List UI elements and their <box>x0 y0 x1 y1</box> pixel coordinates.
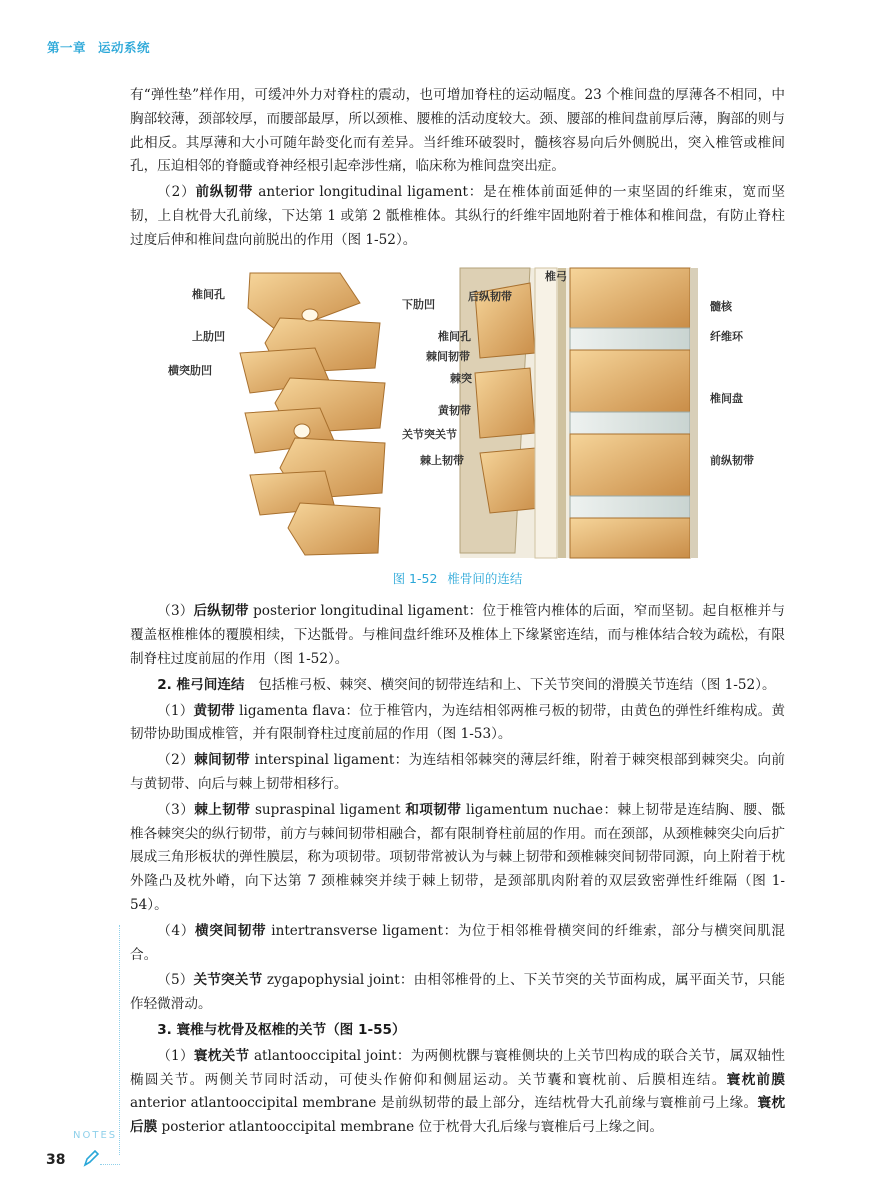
paragraph: （2）棘间韧带 interspinal ligament：为连结相邻棘突的薄层纤维，附着于棘突根部到棘突尖。向前与黄韧带、向后与棘上韧带相移行。 <box>130 752 786 792</box>
paragraph: 有“弹性垫”样作用，可缓冲外力对脊柱的震动，也可增加脊柱的运动幅度。23 个椎间盘的厚薄各不相同，中胸部较薄，颈部较厚，而腰部最厚，所以颈椎、腰椎的活动度较大。颈、腰部的椎间盘前厚后薄，胸部的则与此相反。其厚薄和大小可随年龄变化而有差异。当纤维环破裂时，髓核容易向后外侧脱出，突入椎管或椎间孔，压迫相邻的脊髓或脊神经根引起牵涉性痛，临床称为椎间盘突出症。 <box>130 87 785 175</box>
notes-margin-line <box>119 925 120 1155</box>
label-vertebral-arch: 椎弓 <box>545 269 567 283</box>
figure-number: 图 1-52 <box>392 570 438 586</box>
label-intervertebral-disc: 椎间盘 <box>710 391 743 405</box>
term: 棘上韧带 <box>194 801 251 818</box>
term: 寰枕关节 <box>193 1047 250 1064</box>
label-interspinal-ligament: 棘间韧带 <box>426 349 470 363</box>
label-ligamenta-flava: 黄韧带 <box>438 403 471 417</box>
page-number-rule <box>100 1164 120 1165</box>
label-intervertebral-foramen-right: 椎间孔 <box>438 329 471 343</box>
chapter-number: 第一章 <box>47 40 87 55</box>
left-vertebra-illustration <box>240 273 385 555</box>
label-superior-costal-facet: 上肋凹 <box>192 329 225 343</box>
term: 关节突关节 <box>193 972 263 989</box>
right-section-illustration <box>460 268 698 558</box>
pencil-icon <box>82 1148 100 1168</box>
paragraph: （1）寰枕关节 atlantooccipital joint：为两侧枕髁与寰椎侧块的上关节凹构成的联合关节，属双轴性椭圆关节。两侧关节同时活动，可使头作俯仰和侧屈运动。关节囊和寰枕前、后膜相连结。寰枕前膜 anterior atlantooccipital membrane 是前纵韧带的最上部分，连结枕骨大孔前缘与寰椎前弓上缘。寰枕后膜 posterior atlantooccipital membrane 位于枕骨大孔后缘与寰椎后弓上缘之间。 <box>130 1047 786 1136</box>
label-zygapophysial-joint: 关节突关节 <box>402 427 457 441</box>
paragraph: （3）后纵韧带 posterior longitudinal ligament：位于椎管内椎体的后面，窄而坚韧。起自枢椎并与覆盖枢椎椎体的覆膜相续，下达骶骨。与椎间盘纤维环及椎体上下缘紧密连结，而与椎体结合较为疏松，有限制脊柱过度前屈的作用（图 1-52）。 <box>130 603 786 667</box>
term: 黄韧带 <box>193 702 235 719</box>
section-heading: 2. 椎弓间连结 <box>157 676 245 693</box>
label-annulus-fibrosus: 纤维环 <box>710 329 743 343</box>
figure-1-52 <box>130 263 785 563</box>
section-heading: 3. 寰椎与枕骨及枢椎的关节（图 1-55） <box>157 1021 406 1038</box>
figure-title: 椎骨间的连结 <box>447 570 523 586</box>
paragraph: （5）关节突关节 zygapophysial joint：由相邻椎骨的上、下关节突的关节面构成，属平面关节，只能作轻微滑动。 <box>130 972 786 1013</box>
page-body <box>130 84 785 1142</box>
paragraph: （2）前纵韧带 anterior longitudinal ligament：是在椎体前面延伸的一束坚固的纤维束，宽而坚韧，上自枕骨大孔前缘，下达第 1 或第 2 骶椎椎体。其纵行的纤维牢固地附着于椎体和椎间盘，有防止脊柱过度后伸和椎间盘向前脱出的作用（图 1-52）。 <box>130 184 785 248</box>
term: 寰枕前膜 <box>726 1071 785 1088</box>
paragraph: （1）黄韧带 ligamenta flava：位于椎管内，为连结相邻两椎弓板的韧带，由黄色的弹性纤维构成。黄韧带协助围成椎管，并有限制脊柱过度前屈的作用（图 1-53）。 <box>130 702 785 743</box>
term: 前纵韧带 <box>195 184 254 201</box>
label-intervertebral-foramen: 椎间孔 <box>192 287 225 301</box>
term: 寰枕后膜 <box>130 1095 786 1136</box>
paragraph: （4）横突间韧带 intertransverse ligament：为位于相邻椎骨横突间的纤维索，部分与横突间肌混合。 <box>130 922 785 963</box>
label-transverse-costal-facet: 横突肋凹 <box>168 363 212 377</box>
label-inferior-costal-facet: 下肋凹 <box>402 297 435 311</box>
label-nucleus-pulposus: 髓核 <box>710 299 732 313</box>
chapter-title: 运动系统 <box>98 40 151 55</box>
term: 棘间韧带 <box>194 752 250 769</box>
section-paragraph <box>130 1019 785 1043</box>
page-number: 38 <box>46 1152 66 1168</box>
label-posterior-longitudinal-ligament: 后纵韧带 <box>468 289 512 303</box>
term: 后纵韧带 <box>193 603 249 620</box>
figure-caption <box>130 567 785 591</box>
label-anterior-longitudinal-ligament: 前纵韧带 <box>710 453 754 467</box>
notes-label: NOTES <box>73 1130 118 1141</box>
paragraph: （3）棘上韧带 supraspinal ligament 和项韧带 ligamentum nuchae：棘上韧带是连结胸、腰、骶椎各棘突尖的纵行韧带，前方与棘间韧带相融合，都有限制脊柱前屈的作用。而在颈部，从颈椎棘突尖向后扩展成三角形板状的弹性膜层，称为项韧带。项韧带常被认为与棘上韧带和颈椎棘突间韧带同源，向上附着于枕外隆凸及枕外嵴，向下达第 7 颈椎棘突并续于棘上韧带，是颈部肌肉附着的双层致密弹性纤维隔（图 1-54）。 <box>130 801 786 913</box>
label-spinous-process: 棘突 <box>450 371 472 385</box>
section-paragraph: 2. 椎弓间连结 包括椎弓板、棘突、横突间的韧带连结和上、下关节突间的滑膜关节连结（图 1-52）。 <box>157 676 776 693</box>
term: 和项韧带 <box>405 801 462 818</box>
term: 横突间韧带 <box>195 922 267 939</box>
running-header <box>47 38 150 56</box>
label-supraspinal-ligament: 棘上韧带 <box>420 453 464 467</box>
